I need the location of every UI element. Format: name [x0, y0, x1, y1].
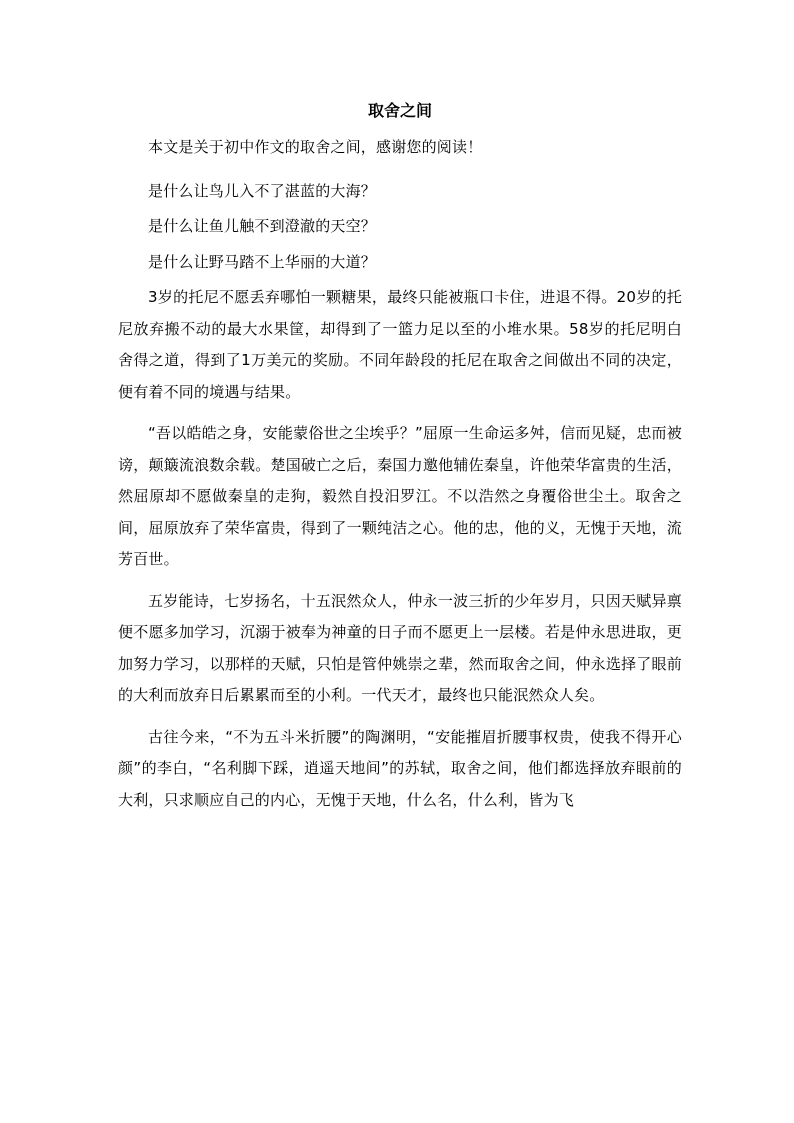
paragraph-ancients: 古往今来，“不为五斗米折腰”的陶渊明，“安能摧眉折腰事权贵，使我不得开心颜”的李白，“名利脚下踩，逍遥天地间”的苏轼，取舍之间，他们都选择放弃眼前的大利，只求顺应自己的内心，无愧于天地，什么名，什么利，皆为飞 — [118, 727, 682, 809]
paragraph-quyuan: “吾以皓皓之身，安能蒙俗世之尘埃乎？”屈原一生命运多舛，信而见疑，忠而被谤，颠簸流浪数余载。楚国破亡之后，秦国力邀他辅佐秦皇，许他荣华富贵的生活，然屈原却不愿做秦皇的走狗，毅然自投汨罗江。不以浩然之身覆俗世尘土。取舍之间，屈原放弃了荣华富贵，得到了一颗纯洁之心。他的忠，他的义，无愧于天地，流芳百世。 — [118, 424, 682, 568]
paragraph-question-horse: 是什么让野马踏不上华丽的大道？ — [148, 252, 377, 271]
paragraph-zhongyong: 五岁能诗，七岁扬名，十五泯然众人，仲永一波三折的少年岁月，只因天赋异禀便不愿多加学习，沉溺于被奉为神童的日子而不愿更上一层楼。若是仲永思进取，更加努力学习，以那样的天赋，只怕是管仲姚崇之辈，然而取舍之间，仲永选择了眼前的大利而放弃日后累累而至的小利。一代天才，最终也只能泯然众人矣。 — [118, 591, 682, 704]
document-title: 取舍之间 — [367, 101, 432, 120]
paragraph-question-bird: 是什么让鸟儿入不了湛蓝的大海？ — [148, 181, 377, 200]
paragraph-question-fish: 是什么让鱼儿触不到澄澈的天空？ — [148, 217, 377, 235]
paragraph-tony: 3岁的托尼不愿丢弃哪怕一颗糖果，最终只能被瓶口卡住，进退不得。20岁的托尼放弃搬不动的最大水果筐，却得到了一篮力足以至的小堆水果。58岁的托尼明白舍得之道，得到了1万美元的奖励。不同年龄段的托尼在取舍之间做出不同的决定，便有着不同的境遇与结果。 — [118, 288, 682, 401]
document-page — [118, 96, 682, 826]
paragraph-intro: 本文是关于初中作文的取舍之间，感谢您的阅读！ — [148, 138, 483, 156]
